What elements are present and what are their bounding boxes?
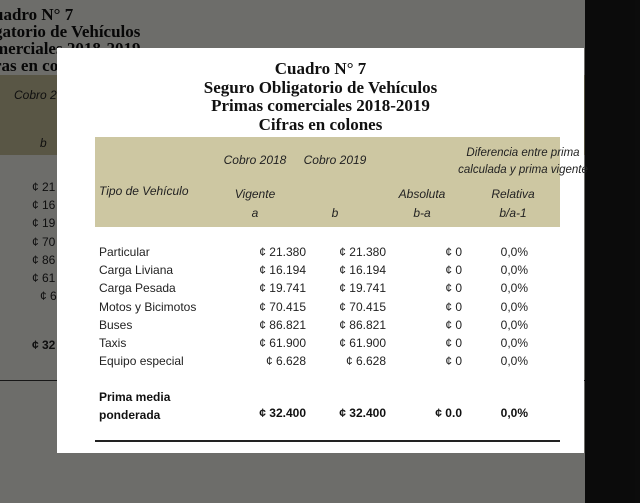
total-label: [99, 388, 170, 424]
row-relativa: 0,0%: [500, 263, 528, 278]
table-row: [57, 354, 584, 372]
row-relativa: 0,0%: [500, 299, 528, 314]
row-cobro-2018: ¢ 61.900: [259, 335, 306, 350]
header-b: b: [331, 206, 339, 220]
table-subtitle-2: Primas comerciales 2018-2019: [211, 96, 430, 115]
header-vigente: Vigente: [234, 187, 276, 201]
table-row: [57, 263, 584, 281]
row-cobro-2019: ¢ 70.415: [339, 299, 386, 314]
row-relativa: 0,0%: [500, 281, 528, 296]
row-tipo: Carga Pesada: [99, 281, 176, 296]
row-tipo: Buses: [99, 317, 133, 332]
row-relativa: 0,0%: [500, 354, 528, 369]
total-cobro-2018: ¢ 32.400: [259, 406, 306, 420]
row-cobro-2018: ¢ 70.415: [259, 299, 306, 314]
row-relativa: 0,0%: [500, 335, 528, 350]
row-cobro-2018: ¢ 86.821: [259, 317, 306, 332]
total-label-line2: ponderada: [99, 408, 161, 422]
table-bottom-rule: [95, 440, 560, 442]
table-row: [57, 281, 584, 299]
row-relativa: 0,0%: [500, 245, 528, 259]
row-cobro-2019: ¢ 16.194: [339, 263, 386, 278]
header-absoluta: Absoluta: [398, 187, 446, 201]
row-absoluta: ¢ 0: [445, 263, 462, 278]
header-b-minus-a: b-a: [413, 206, 431, 220]
table-subtitle-1: Seguro Obligatorio de Vehículos: [203, 77, 438, 97]
row-absoluta: ¢ 0: [445, 281, 462, 296]
table-subtitle-3: Cifras en colones: [258, 114, 383, 134]
header-diferencia-line2: calculada y prima vigente: [458, 164, 588, 176]
total-cobro-2019: ¢ 32.400: [339, 406, 386, 420]
row-cobro-2019: ¢ 86.821: [339, 317, 386, 332]
total-label-line1: Prima media: [99, 390, 171, 404]
table-body: [57, 245, 584, 372]
table-titles: [57, 60, 584, 134]
header-cobro-2018: Cobro 2018: [223, 153, 287, 167]
header-cobro-2019: Cobro 2019: [303, 153, 367, 167]
header-diferencia: [458, 145, 588, 179]
header-tipo: Tipo de Vehículo: [99, 184, 189, 198]
table-title: Cuadro N° 7: [274, 59, 367, 78]
row-absoluta: ¢ 0: [445, 245, 462, 259]
header-a: a: [251, 206, 259, 220]
row-cobro-2019: ¢ 6.628: [345, 354, 386, 369]
total-relativa: 0,0%: [500, 406, 528, 420]
row-absoluta: ¢ 0: [445, 335, 462, 350]
table-row: [57, 336, 584, 354]
header-b-over-a: b/a-1: [499, 206, 527, 220]
header-diferencia-line1: Diferencia entre prima: [466, 147, 580, 159]
table-row: [57, 245, 584, 263]
lightbox-image: [57, 48, 588, 453]
total-absoluta: ¢ 0.0: [435, 406, 462, 420]
table-row: [57, 300, 584, 318]
row-tipo: Particular: [99, 245, 150, 259]
row-absoluta: ¢ 0: [445, 317, 462, 332]
row-cobro-2018: ¢ 6.628: [265, 354, 306, 369]
row-cobro-2018: ¢ 21.380: [259, 245, 306, 259]
row-tipo: Equipo especial: [99, 354, 184, 369]
row-cobro-2018: ¢ 16.194: [259, 263, 306, 278]
row-tipo: Motos y Bicimotos: [99, 299, 197, 314]
table-row: [57, 318, 584, 336]
row-tipo: Carga Liviana: [99, 263, 174, 278]
row-cobro-2019: ¢ 21.380: [339, 245, 386, 259]
row-cobro-2018: ¢ 19.741: [259, 281, 306, 296]
row-cobro-2019: ¢ 19.741: [339, 281, 386, 296]
row-absoluta: ¢ 0: [445, 299, 462, 314]
row-tipo: Taxis: [99, 335, 127, 350]
row-relativa: 0,0%: [500, 317, 528, 332]
row-absoluta: ¢ 0: [445, 354, 462, 369]
header-relativa: Relativa: [491, 187, 535, 201]
row-cobro-2019: ¢ 61.900: [339, 335, 386, 350]
